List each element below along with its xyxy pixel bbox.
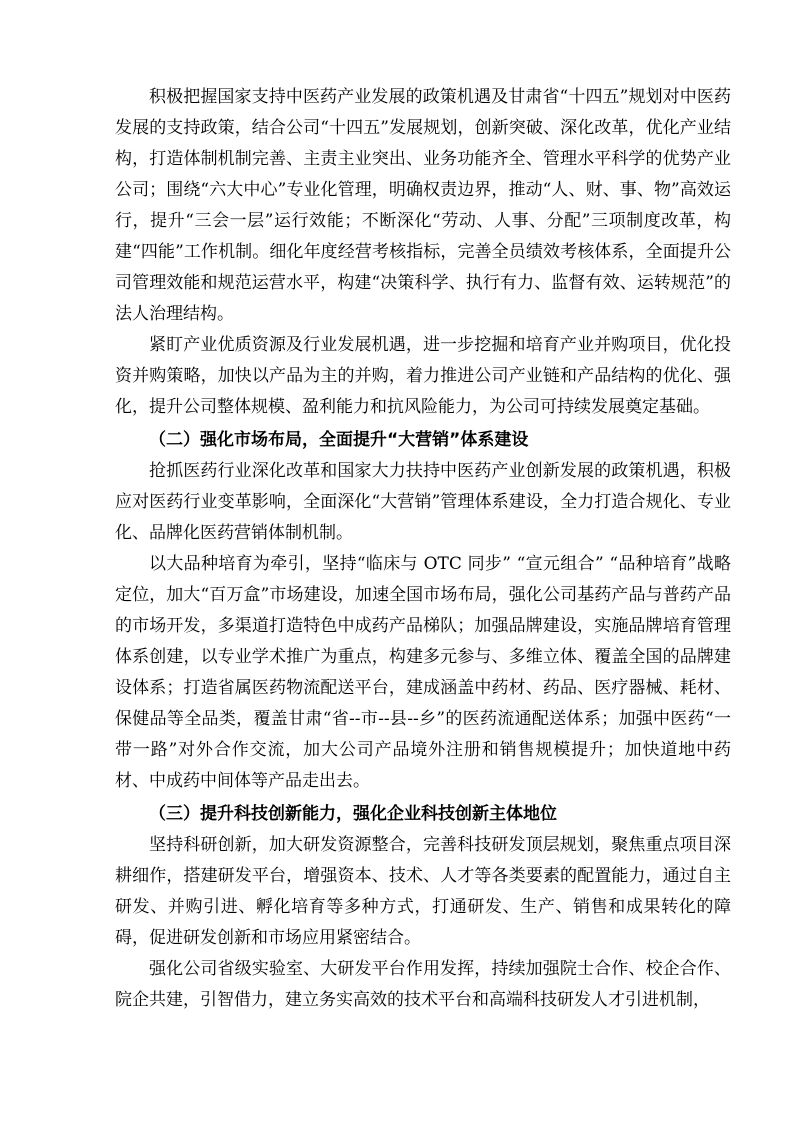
paragraph-brand-logistics: 以大品种培育为牵引，坚持“临床与 OTC 同步” “宣元组合” “品种培育”战略定位，加大“百万盒”市场建设，加速全国市场布局，强化公司基药产品与普药产品的市场开发，多渠道打造特色中成药产品梯队；加强品牌建设，实施品牌培育管理体系创建，以专业学术推广为重点，构建多元参与、多维立体、覆盖全国的品牌建设体系；打造省属医药物流配送平台，建成涵盖中药材、药品、医疗器械、耗材、保健品等全品类，覆盖甘肃“省--市--县--乡”的医药流通配送体系；加强中医药“一带一路”对外合作交流，加大公司产品境外注册和销售规模提升；加快道地中药材、中成药中间体等产品走出去。 <box>115 554 731 791</box>
paragraph-investment-ma: 紧盯产业优质资源及行业发展机遇，进一步挖掘和培育产业并购项目，优化投资并购策略，加快以产品为主的并购，着力推进公司产业链和产品结构的优化、强化，提升公司整体规模、盈利能力和抗风险能力，为公司可持续发展奠定基础。 <box>115 335 731 417</box>
paragraph-marketing-reform: 抢抓医药行业深化改革和国家大力扶持中医药产业创新发展的政策机遇，积极应对医药行业变革影响，全面深化“大营销”管理体系建设，全力打造合规化、专业化、品牌化医药营销体制机制。 <box>115 461 731 543</box>
document-body <box>115 82 731 1016</box>
paragraph-rd-integration: 坚持科研创新，加大研发资源整合，完善科技研发顶层规划，聚焦重点项目深耕细作，搭建研发平台，增强资本、技术、人才等各类要素的配置能力，通过自主研发、并购引进、孵化培育等多种方式，打通研发、生产、销售和成果转化的障碍，促进研发创新和市场应用紧密结合。 <box>115 835 731 948</box>
paragraph-governance: 积极把握国家支持中医药产业发展的政策机遇及甘肃省“十四五”规划对中医药发展的支持政策，结合公司“十四五”发展规划，创新突破、深化改革，优化产业结构，打造体制机制完善、主责主业突出、业务功能齐全、管理水平科学的优势产业公司；围绕“六大中心”专业化管理，明确权责边界，推动“人、财、事、物”高效运行，提升“三会一层”运行效能；不断深化“劳动、人事、分配”三项制度改革，构建“四能”工作机制。细化年度经营考核指标，完善全员绩效考核体系，全面提升公司管理效能和规范运营水平，构建“决策科学、执行有力、监督有效、运转规范”的法人治理结构。 <box>115 87 731 324</box>
section-heading-marketing: （二）强化市场布局，全面提升“大营销”体系建设 <box>149 430 529 450</box>
section-heading-innovation: （三）提升科技创新能力，强化企业科技创新主体地位 <box>149 804 557 824</box>
paragraph-lab-platform: 强化公司省级实验室、大研发平台作用发挥，持续加强院士合作、校企合作、院企共建，引智借力，建立务实高效的技术平台和高端科技研发人才引进机制， <box>115 959 731 1010</box>
